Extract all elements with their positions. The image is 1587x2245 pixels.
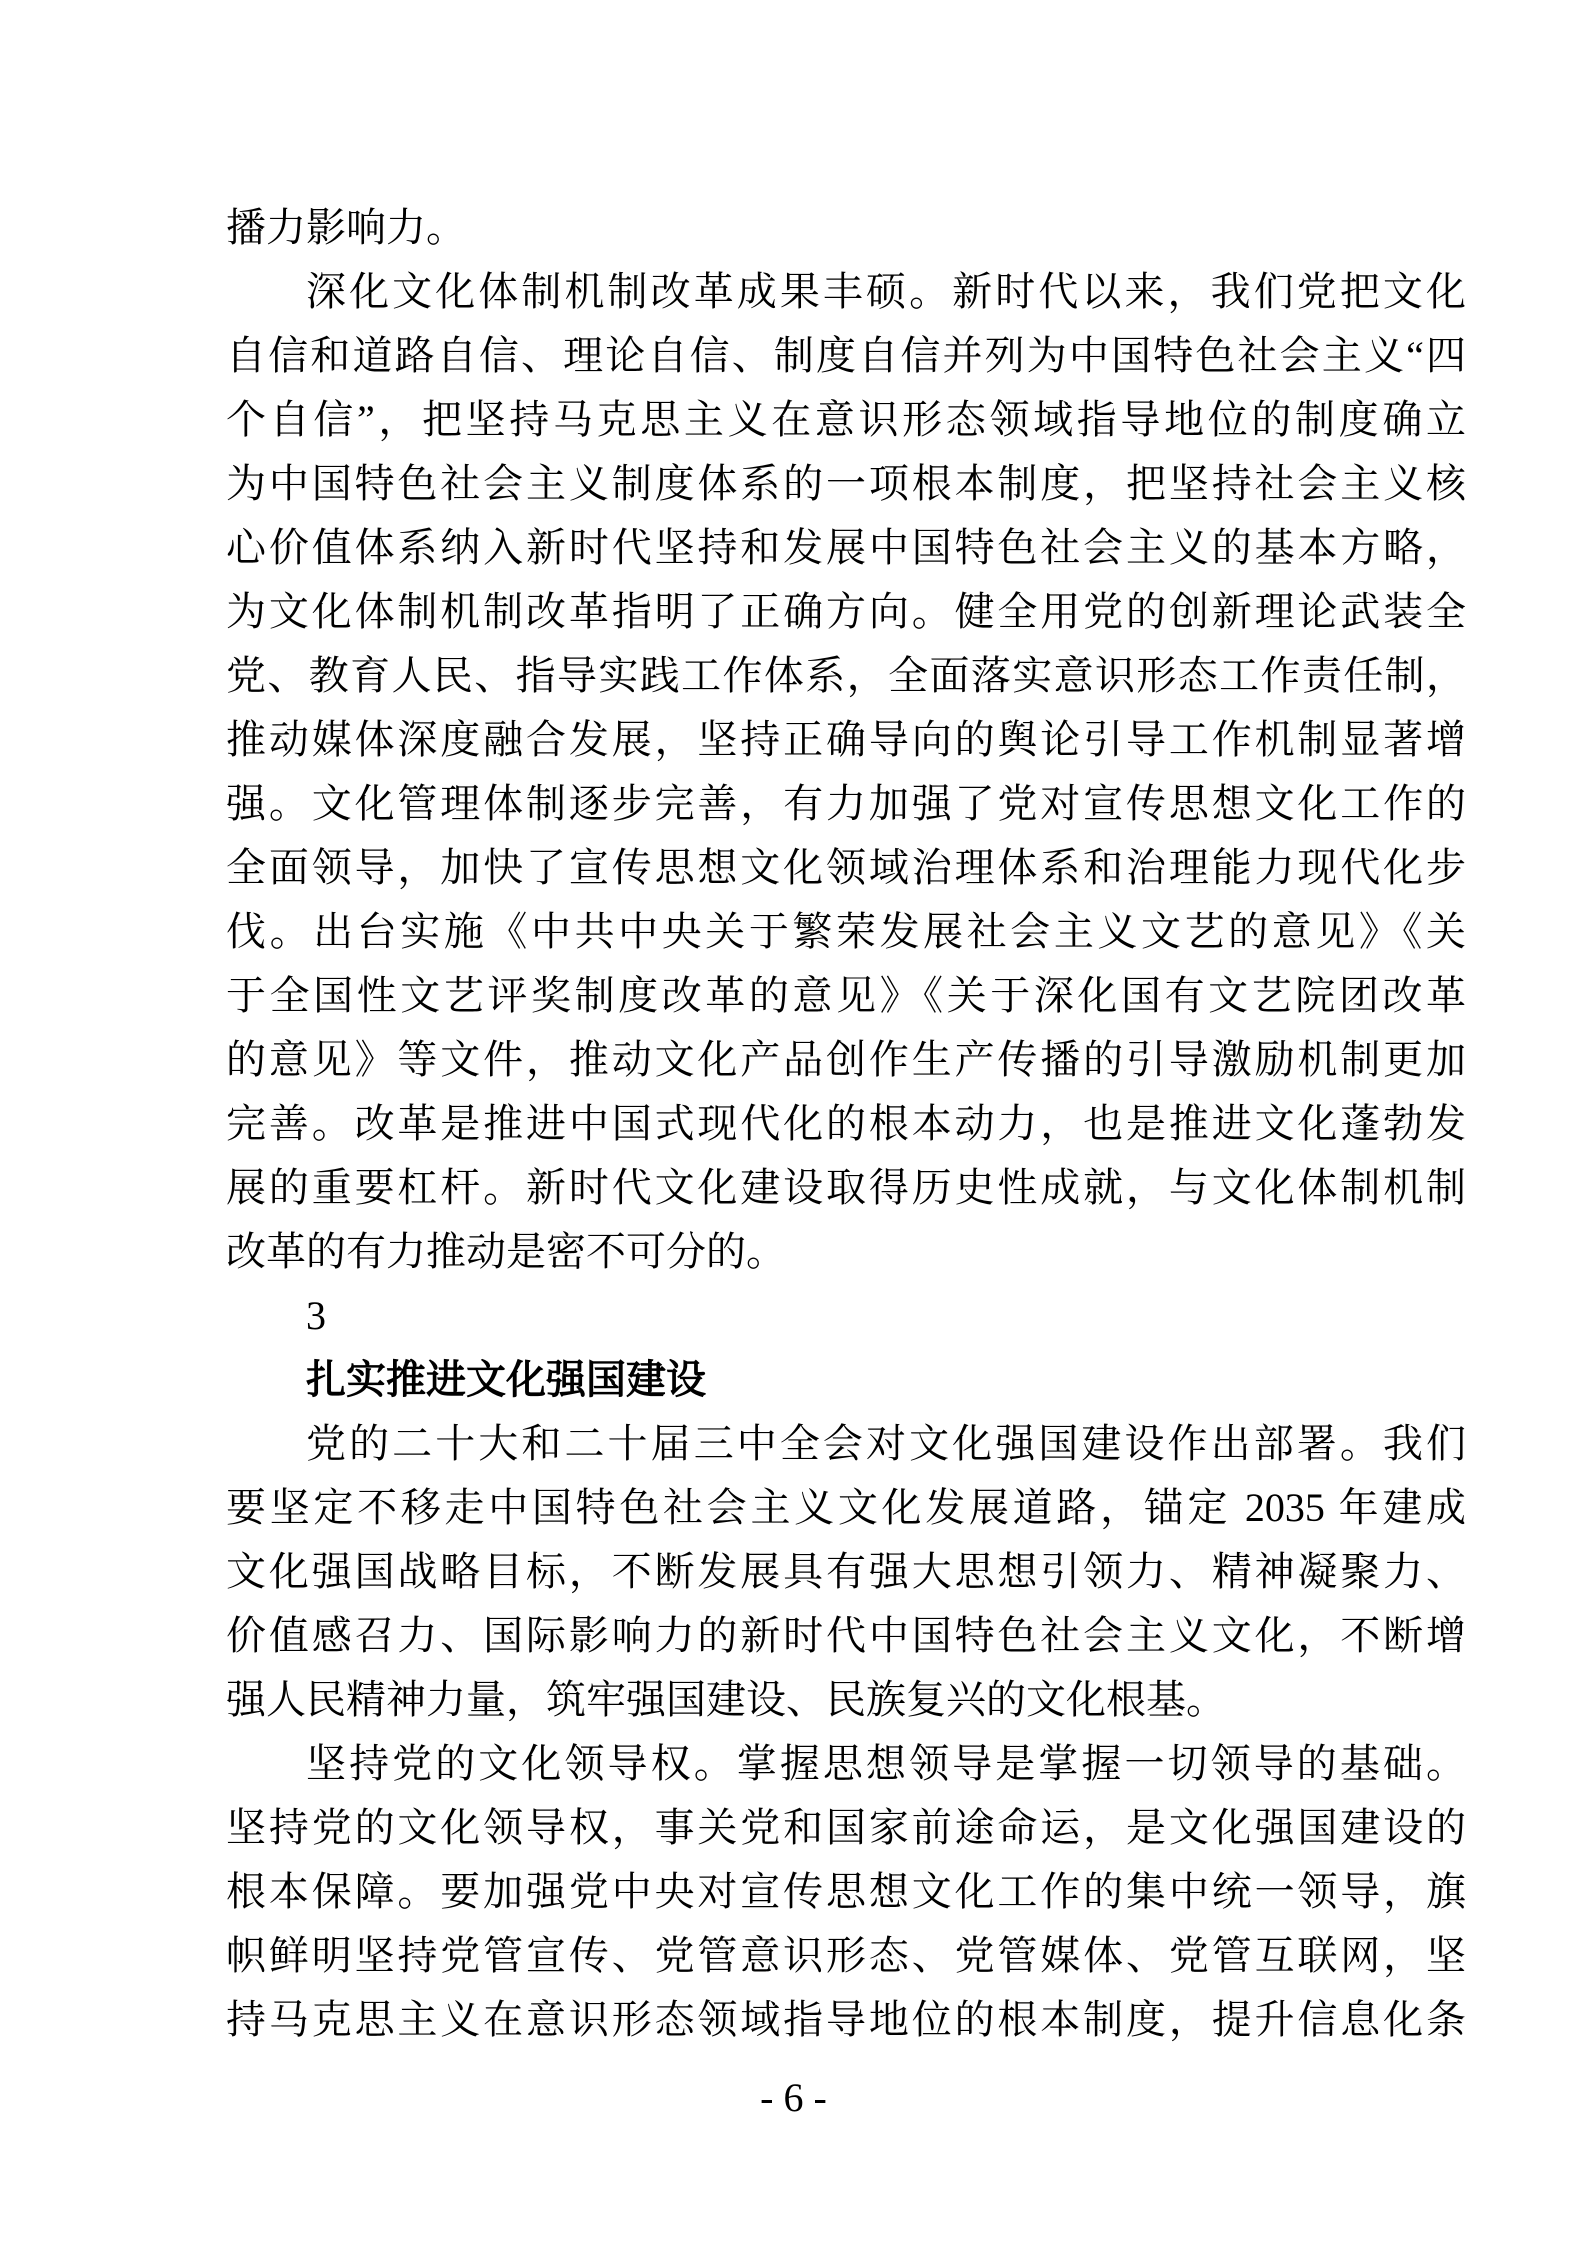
text-line: 于全国性文艺评奖制度改革的意见》《关于深化国有文艺院团改革 bbox=[226, 973, 1466, 1018]
text-line: 持马克思主义在意识形态领域指导地位的根本制度，提升信息化条 bbox=[226, 1997, 1466, 2042]
text-line: 的意见》等文件，推动文化产品创作生产传播的引导激励机制更加 bbox=[226, 1037, 1466, 1082]
text-line: 深化文化体制机制改革成果丰硕。新时代以来，我们党把文化 bbox=[306, 269, 1466, 314]
page-number: - 6 - bbox=[760, 2075, 827, 2120]
text-line: 要坚定不移走中国特色社会主义文化发展道路，锚定 2035 年建成 bbox=[226, 1485, 1466, 1530]
text-line: 坚持党的文化领导权，事关党和国家前途命运，是文化强国建设的 bbox=[226, 1805, 1466, 1850]
text-line: 完善。改革是推进中国式现代化的根本动力，也是推进文化蓬勃发 bbox=[226, 1101, 1466, 1146]
text-line: 强人民精神力量，筑牢强国建设、民族复兴的文化根基。 bbox=[226, 1677, 1226, 1722]
section-heading: 扎实推进文化强国建设 bbox=[306, 1357, 706, 1402]
text-line: 坚持党的文化领导权。掌握思想领导是掌握一切领导的基础。 bbox=[306, 1741, 1466, 1786]
text-line: 文化强国战略目标，不断发展具有强大思想引领力、精神凝聚力、 bbox=[226, 1549, 1466, 1594]
text-line: 展的重要杠杆。新时代文化建设取得历史性成就，与文化体制机制 bbox=[226, 1165, 1466, 1210]
text-line: 播力影响力。 bbox=[226, 205, 466, 250]
text-line: 改革的有力推动是密不可分的。 bbox=[226, 1229, 786, 1274]
text-line: 党的二十大和二十届三中全会对文化强国建设作出部署。我们 bbox=[306, 1421, 1466, 1466]
text-line: 根本保障。要加强党中央对宣传思想文化工作的集中统一领导，旗 bbox=[226, 1869, 1466, 1914]
text-line: 为中国特色社会主义制度体系的一项根本制度，把坚持社会主义核 bbox=[226, 461, 1466, 506]
text-line: 全面领导，加快了宣传思想文化领域治理体系和治理能力现代化步 bbox=[226, 845, 1466, 890]
text-line: 为文化体制机制改革指明了正确方向。健全用党的创新理论武装全 bbox=[226, 589, 1466, 634]
text-line: 心价值体系纳入新时代坚持和发展中国特色社会主义的基本方略， bbox=[226, 525, 1466, 570]
document-body-text bbox=[226, 196, 1466, 2052]
text-line: 帜鲜明坚持党管宣传、党管意识形态、党管媒体、党管互联网，坚 bbox=[226, 1933, 1466, 1978]
text-line: 3 bbox=[306, 1293, 326, 1338]
text-line: 强。文化管理体制逐步完善，有力加强了党对宣传思想文化工作的 bbox=[226, 781, 1466, 826]
text-line: 自信和道路自信、理论自信、制度自信并列为中国特色社会主义“四 bbox=[226, 333, 1466, 378]
text-line: 伐。出台实施《中共中央关于繁荣发展社会主义文艺的意见》《关 bbox=[226, 909, 1466, 954]
text-line: 党、教育人民、指导实践工作体系，全面落实意识形态工作责任制， bbox=[226, 653, 1466, 698]
text-line: 推动媒体深度融合发展，坚持正确导向的舆论引导工作机制显著增 bbox=[226, 717, 1466, 762]
text-line: 价值感召力、国际影响力的新时代中国特色社会主义文化，不断增 bbox=[226, 1613, 1466, 1658]
text-line: 个自信”，把坚持马克思主义在意识形态领域指导地位的制度确立 bbox=[226, 397, 1466, 442]
